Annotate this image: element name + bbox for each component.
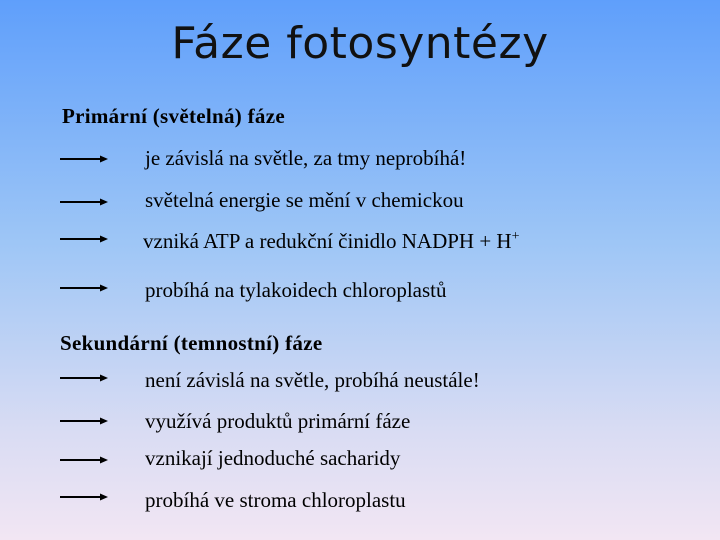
arrow-icon — [60, 493, 108, 501]
arrow-icon — [60, 284, 108, 292]
secondary-item-4: probíhá ve stroma chloroplastu — [145, 488, 406, 512]
arrow-icon — [60, 374, 108, 382]
primary-item-3 — [143, 229, 520, 254]
primary-phase-heading: Primární (světelná) fáze — [62, 104, 285, 128]
primary-item-2: světelná energie se mění v chemickou — [145, 188, 464, 212]
secondary-phase-heading: Sekundární (temnostní) fáze — [60, 331, 323, 355]
primary-item-3-text: vzniká ATP a redukční činidlo NADPH + H — [143, 229, 512, 253]
secondary-item-1: není závislá na světle, probíhá neustále! — [145, 368, 480, 392]
secondary-item-2: využívá produktů primární fáze — [145, 409, 411, 433]
primary-item-4: probíhá na tylakoidech chloroplastů — [145, 278, 447, 302]
arrow-icon — [60, 417, 108, 425]
primary-item-1: je závislá na světle, za tmy neprobíhá! — [145, 146, 467, 170]
arrow-icon — [60, 198, 108, 206]
arrow-icon — [60, 456, 108, 464]
superscript-plus: + — [511, 229, 520, 244]
slide-title: Fáze fotosyntézy — [171, 18, 549, 69]
secondary-item-3: vznikají jednoduché sacharidy — [145, 446, 401, 470]
arrow-icon — [60, 155, 108, 163]
arrow-icon — [60, 235, 108, 243]
